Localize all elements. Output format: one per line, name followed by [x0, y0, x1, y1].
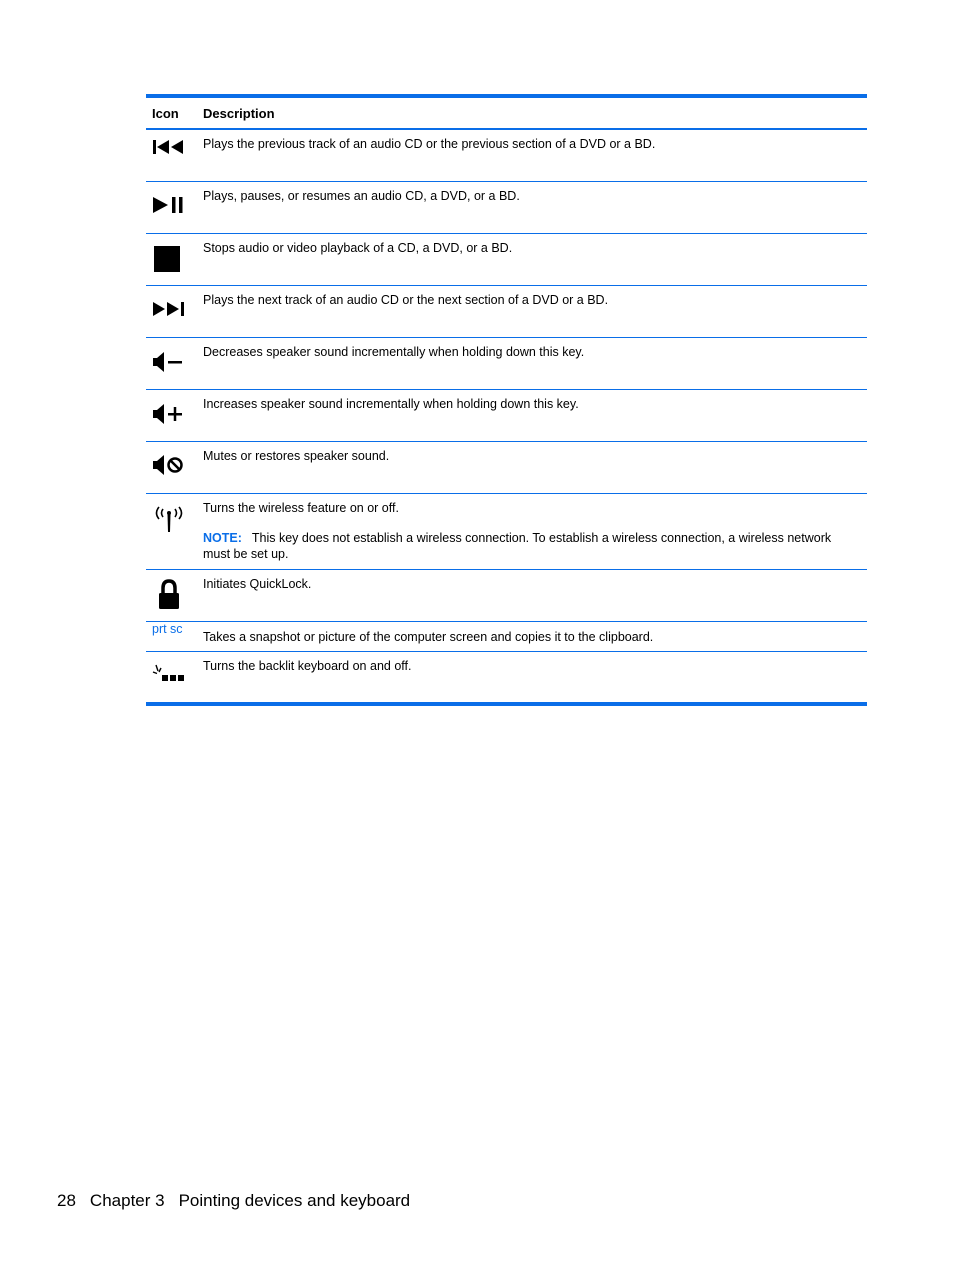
page-footer [57, 1191, 424, 1211]
table-row [146, 234, 867, 286]
header-description: Description [203, 105, 275, 121]
next-track-icon [152, 300, 186, 318]
row-description: Takes a snapshot or picture of the computer screen and copies it to the clipboard. [203, 630, 654, 644]
header-icon: Icon [152, 105, 179, 121]
play-pause-icon [152, 196, 186, 214]
volume-down-icon [152, 350, 186, 374]
previous-track-icon [152, 138, 186, 156]
prt-sc-key-label: prt sc [152, 622, 183, 636]
table-row [146, 390, 867, 442]
table-row [146, 570, 867, 622]
table-row [146, 130, 867, 182]
table-row [146, 622, 867, 652]
table-header [146, 98, 867, 130]
row-description: Plays the previous track of an audio CD or the previous section of a DVD or a BD. [203, 137, 656, 151]
page-number: 28 [57, 1191, 76, 1210]
lock-icon [152, 578, 186, 612]
row-description: Stops audio or video playback of a CD, a DVD, or a BD. [203, 241, 513, 255]
table-row [146, 442, 867, 494]
chapter-label: Chapter 3 [89, 1191, 165, 1210]
row-description: Turns the backlit keyboard on and off. [203, 659, 412, 673]
row-description: Plays the next track of an audio CD or the next section of a DVD or a BD. [203, 293, 609, 307]
wireless-icon [152, 506, 186, 534]
row-description-block [203, 494, 867, 569]
table-row [146, 494, 867, 570]
stop-icon [152, 244, 182, 274]
backlight-keyboard-icon [152, 663, 186, 685]
keys-table [146, 94, 867, 706]
volume-up-icon [152, 402, 186, 426]
row-description: Initiates QuickLock. [203, 577, 312, 591]
row-description: Plays, pauses, or resumes an audio CD, a DVD, or a BD. [203, 189, 520, 203]
table-row [146, 286, 867, 338]
table-row [146, 338, 867, 390]
mute-icon [152, 453, 186, 477]
row-description: Mutes or restores speaker sound. [203, 449, 390, 463]
table-row [146, 652, 867, 702]
note-text: This key does not establish a wireless connection. To establish a wireless connection, a wireless network must be set up. [203, 531, 832, 561]
row-description: Decreases speaker sound incrementally when holding down this key. [203, 345, 585, 359]
note-label: NOTE: [203, 531, 242, 545]
row-description: Increases speaker sound incrementally when holding down this key. [203, 397, 579, 411]
note [203, 530, 859, 562]
row-description: Turns the wireless feature on or off. [203, 501, 399, 515]
table-row [146, 182, 867, 234]
chapter-title: Pointing devices and keyboard [178, 1191, 411, 1210]
